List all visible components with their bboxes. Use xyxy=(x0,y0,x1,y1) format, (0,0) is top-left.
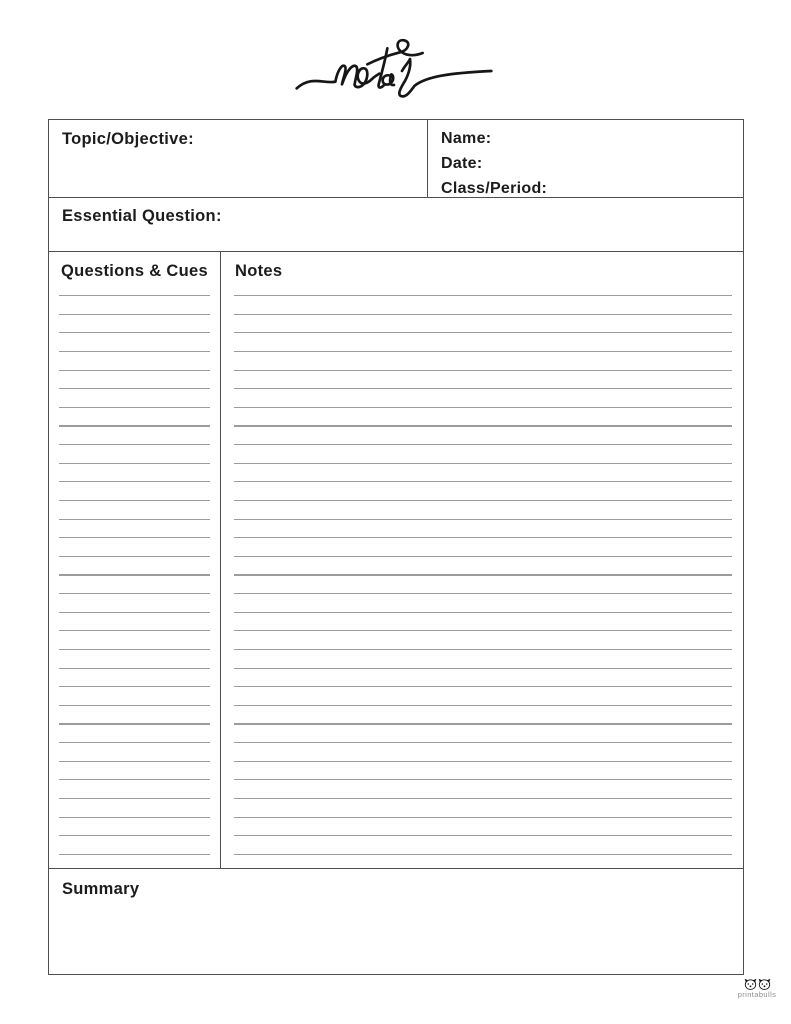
ruled-line xyxy=(234,537,732,538)
ruled-line xyxy=(234,425,732,426)
ruled-line xyxy=(234,463,732,464)
ruled-line xyxy=(59,500,210,501)
ruled-line xyxy=(59,463,210,464)
ruled-line xyxy=(234,351,732,352)
ruled-line xyxy=(234,519,732,520)
ruled-line xyxy=(59,537,210,538)
ruled-line xyxy=(234,761,732,762)
ruled-line xyxy=(59,556,210,557)
ruled-line xyxy=(59,332,210,333)
ruled-line xyxy=(59,630,210,631)
ruled-line xyxy=(234,612,732,613)
bulldog-icon xyxy=(744,978,757,990)
ruled-line xyxy=(234,817,732,818)
ruled-line xyxy=(59,835,210,836)
summary-label: Summary xyxy=(62,880,140,898)
ruled-line xyxy=(234,686,732,687)
ruled-line xyxy=(59,295,210,296)
summary-cell xyxy=(49,868,743,974)
notes-heading: Notes xyxy=(235,262,283,280)
ruled-line xyxy=(59,668,210,669)
ruled-line xyxy=(234,854,732,855)
ruled-line xyxy=(59,370,210,371)
ruled-line xyxy=(59,519,210,520)
ruled-line xyxy=(59,444,210,445)
ruled-line xyxy=(234,407,732,408)
ruled-line xyxy=(234,295,732,296)
ruled-line xyxy=(234,835,732,836)
topic-objective-cell xyxy=(49,120,428,197)
cues-and-notes-section xyxy=(49,251,743,868)
ruled-line xyxy=(59,742,210,743)
class-period-label: Class/Period: xyxy=(441,180,548,197)
notes-script-title xyxy=(294,33,494,109)
bulldog-icons xyxy=(728,978,786,990)
cornell-notes-table xyxy=(48,119,744,975)
essential-question-cell xyxy=(49,197,743,251)
ruled-line xyxy=(234,481,732,482)
header-row xyxy=(49,120,743,197)
ruled-line xyxy=(59,686,210,687)
ruled-line xyxy=(59,593,210,594)
ruled-line xyxy=(234,593,732,594)
cues-writing-lines xyxy=(59,295,210,855)
topic-objective-label: Topic/Objective: xyxy=(62,130,194,148)
questions-cues-heading: Questions & Cues xyxy=(61,262,208,280)
ruled-line xyxy=(234,444,732,445)
bulldog-icon xyxy=(758,978,771,990)
ruled-line xyxy=(59,351,210,352)
name-date-class-cell xyxy=(428,120,743,197)
ruled-line xyxy=(234,779,732,780)
printabulls-wordmark: printabulls xyxy=(737,990,777,999)
ruled-line xyxy=(59,854,210,855)
ruled-line xyxy=(234,742,732,743)
ruled-line xyxy=(234,574,732,575)
ruled-line xyxy=(59,723,210,724)
essential-question-label: Essential Question: xyxy=(62,207,222,225)
ruled-line xyxy=(59,388,210,389)
ruled-line xyxy=(234,723,732,724)
ruled-line xyxy=(234,556,732,557)
questions-cues-column xyxy=(49,252,221,868)
ruled-line xyxy=(234,314,732,315)
ruled-line xyxy=(59,817,210,818)
ruled-line xyxy=(59,612,210,613)
ruled-line xyxy=(59,649,210,650)
date-label: Date: xyxy=(441,155,483,172)
ruled-line xyxy=(234,388,732,389)
name-label: Name: xyxy=(441,130,492,147)
ruled-line xyxy=(59,705,210,706)
ruled-line xyxy=(59,425,210,426)
ruled-line xyxy=(234,668,732,669)
printabulls-logo xyxy=(728,978,786,999)
ruled-line xyxy=(234,798,732,799)
ruled-line xyxy=(234,332,732,333)
ruled-line xyxy=(234,649,732,650)
ruled-line xyxy=(59,407,210,408)
notes-column xyxy=(221,252,743,868)
ruled-line xyxy=(234,500,732,501)
ruled-line xyxy=(59,798,210,799)
ruled-line xyxy=(59,481,210,482)
ruled-line xyxy=(59,761,210,762)
notes-writing-lines xyxy=(234,295,732,855)
ruled-line xyxy=(59,574,210,575)
ruled-line xyxy=(59,779,210,780)
ruled-line xyxy=(234,630,732,631)
ruled-line xyxy=(59,314,210,315)
ruled-line xyxy=(234,370,732,371)
ruled-line xyxy=(234,705,732,706)
